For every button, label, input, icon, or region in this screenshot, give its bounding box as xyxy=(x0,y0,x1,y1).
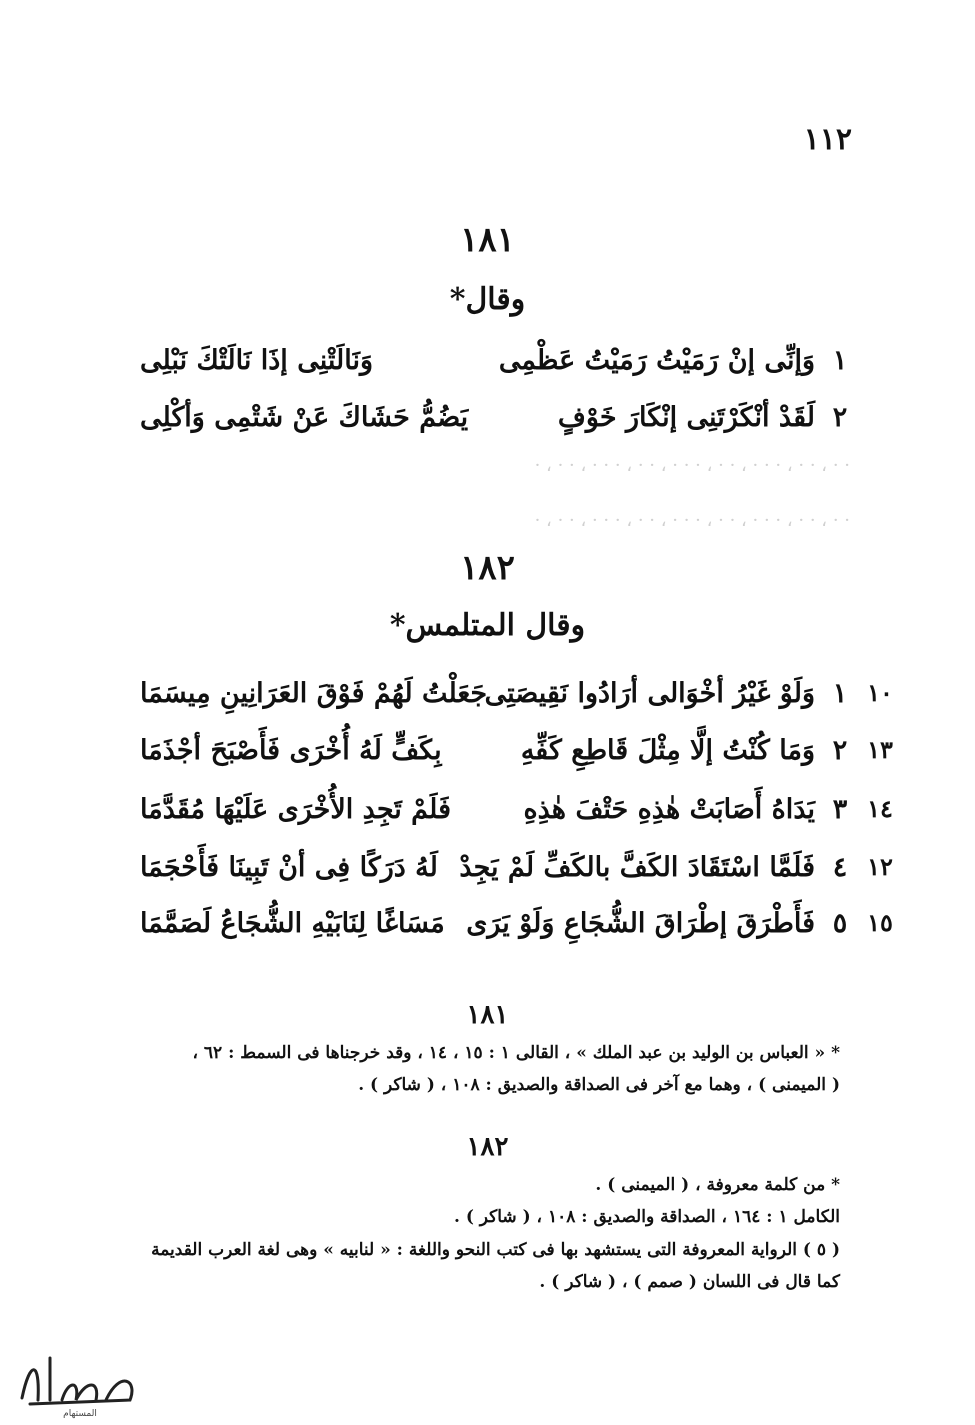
verse-number: ١ xyxy=(832,678,848,709)
verse-number: ٢ xyxy=(832,735,848,766)
footnote-line: الكامل ١ : ١٦٤ ، الصداقة والصديق : ١٠٨ ، ( شاكر ) . xyxy=(453,1207,840,1227)
line-reference: ١٢ xyxy=(867,852,893,881)
section-heading: وقال* xyxy=(449,282,526,317)
verse-first-hemistich: وَلَوْ غَيْرُ أخْوَالى أرَادُوا نَقِيصَتِى xyxy=(484,678,815,709)
section-number: ١٨٢ xyxy=(460,548,515,588)
verse-number: ١ xyxy=(832,345,848,376)
footnote-section-number: ١٨٢ xyxy=(466,1132,509,1162)
line-reference: ١٥ xyxy=(867,908,893,937)
verse-line xyxy=(140,852,893,896)
verse-line xyxy=(140,345,855,389)
verse-first-hemistich: فَلَمَّا اسْتَقَادَ الكَفَّ بالكَفِّ لَمْ يَجِدْ xyxy=(459,852,815,883)
section-heading: وقال المتلمس* xyxy=(389,608,586,643)
verse-line xyxy=(140,678,893,722)
line-reference: ١٣ xyxy=(867,735,893,764)
verse-second-hemistich: مَسَاغًا لِنَابَيْهِ الشُّجَاعُ لَصَمَّمَا xyxy=(140,908,445,939)
watermark-logo xyxy=(10,1340,150,1420)
verse-first-hemistich: وَإنِّى إنْ رَمَيْتُ رَمَيْتُ عَظْمِى xyxy=(498,345,815,376)
line-reference: ١٠ xyxy=(867,678,893,707)
verse-second-hemistich: جَعَلْتُ لَهُمْ فَوْقَ العَرَانِينِ مِيسَمَا xyxy=(140,678,488,709)
verse-line xyxy=(140,735,893,779)
bleed-through-texture: · · ، · · ، · · · ، · · ، · · · ، · · ، · · · ، · · ، · xyxy=(534,455,850,476)
bleed-through-texture: · · ، · · ، · · · ، · · ، · · · ، · · ، · · · ، · · ، · xyxy=(534,510,850,531)
line-reference: ١٤ xyxy=(867,794,893,823)
verse-second-hemistich: لَهُ دَرَكًا فِى أنْ تَبِينَا فَأَحْجَمَا xyxy=(140,852,438,883)
verse-second-hemistich: بِكَفٍّ لَهُ أُخْرَى فَأَصْبَحَ أجْذَمَا xyxy=(140,735,442,766)
verse-first-hemistich: لَقَدْ أنْكَرْتَنِى إنْكَارَ خَوْفٍ xyxy=(557,402,815,433)
verse-number: ٢ xyxy=(832,402,848,433)
verse-first-hemistich: فَأَطْرَقَ إطْرَاقَ الشُّجَاعِ وَلَوْ يَرَى xyxy=(466,908,815,939)
verse-number: ٥ xyxy=(832,908,848,939)
watermark-caption: المستهام xyxy=(63,1409,97,1419)
verse-first-hemistich: يَدَاهُ أَصَابَتْ هٰذِهِ حَتْفَ هٰذِهِ xyxy=(523,794,815,825)
verse-line xyxy=(140,402,855,446)
footnote-line: ( الميمنى ) ، وهما مع آخر فى الصداقة والصديق : ١٠٨ ، ( شاكر ) . xyxy=(358,1075,840,1095)
section-number: ١٨١ xyxy=(460,220,515,260)
verse-first-hemistich: وَمَا كُنْتُ إلَّا مِثْلَ قَاطِعِ كَفِّهِ xyxy=(520,735,815,766)
verse-number: ٤ xyxy=(832,852,848,883)
footnote-line: ( ٥ ) الرواية المعروفة التى يستشهد بها فى كتب النحو واللغة : « لنابيه » وهى لغة العرب القديمة xyxy=(151,1240,840,1260)
footnote-line: * من كلمة معروفة ، ( الميمنى ) . xyxy=(595,1175,840,1195)
footnote-line: كما قال فى اللسان ( صمم ) ، ( شاكر ) . xyxy=(539,1272,840,1292)
footnote-line: * « العباس بن الوليد بن عبد الملك » ، القالى ١ : ١٥ ، ١٤ ، وقد خرجناها فى السمط : ٦٢ ، xyxy=(192,1043,840,1063)
verse-second-hemistich: فَلَمْ تَجِدِ الأُخْرَى عَلَيْهَا مُقَدَّمَا xyxy=(140,794,452,825)
verse-second-hemistich: وَنَالَتْنِى إذَا نَالَتْكَ نَبْلِى xyxy=(140,345,374,376)
verse-line xyxy=(140,794,893,838)
verse-line xyxy=(140,908,893,952)
verse-number: ٣ xyxy=(832,794,848,825)
verse-second-hemistich: يَضُمُّ حَشَاكَ عَنْ شَتْمِى وَأكْلِى xyxy=(140,402,469,433)
page-number: ١١٢ xyxy=(803,122,852,157)
footnote-section-number: ١٨١ xyxy=(466,1000,509,1030)
